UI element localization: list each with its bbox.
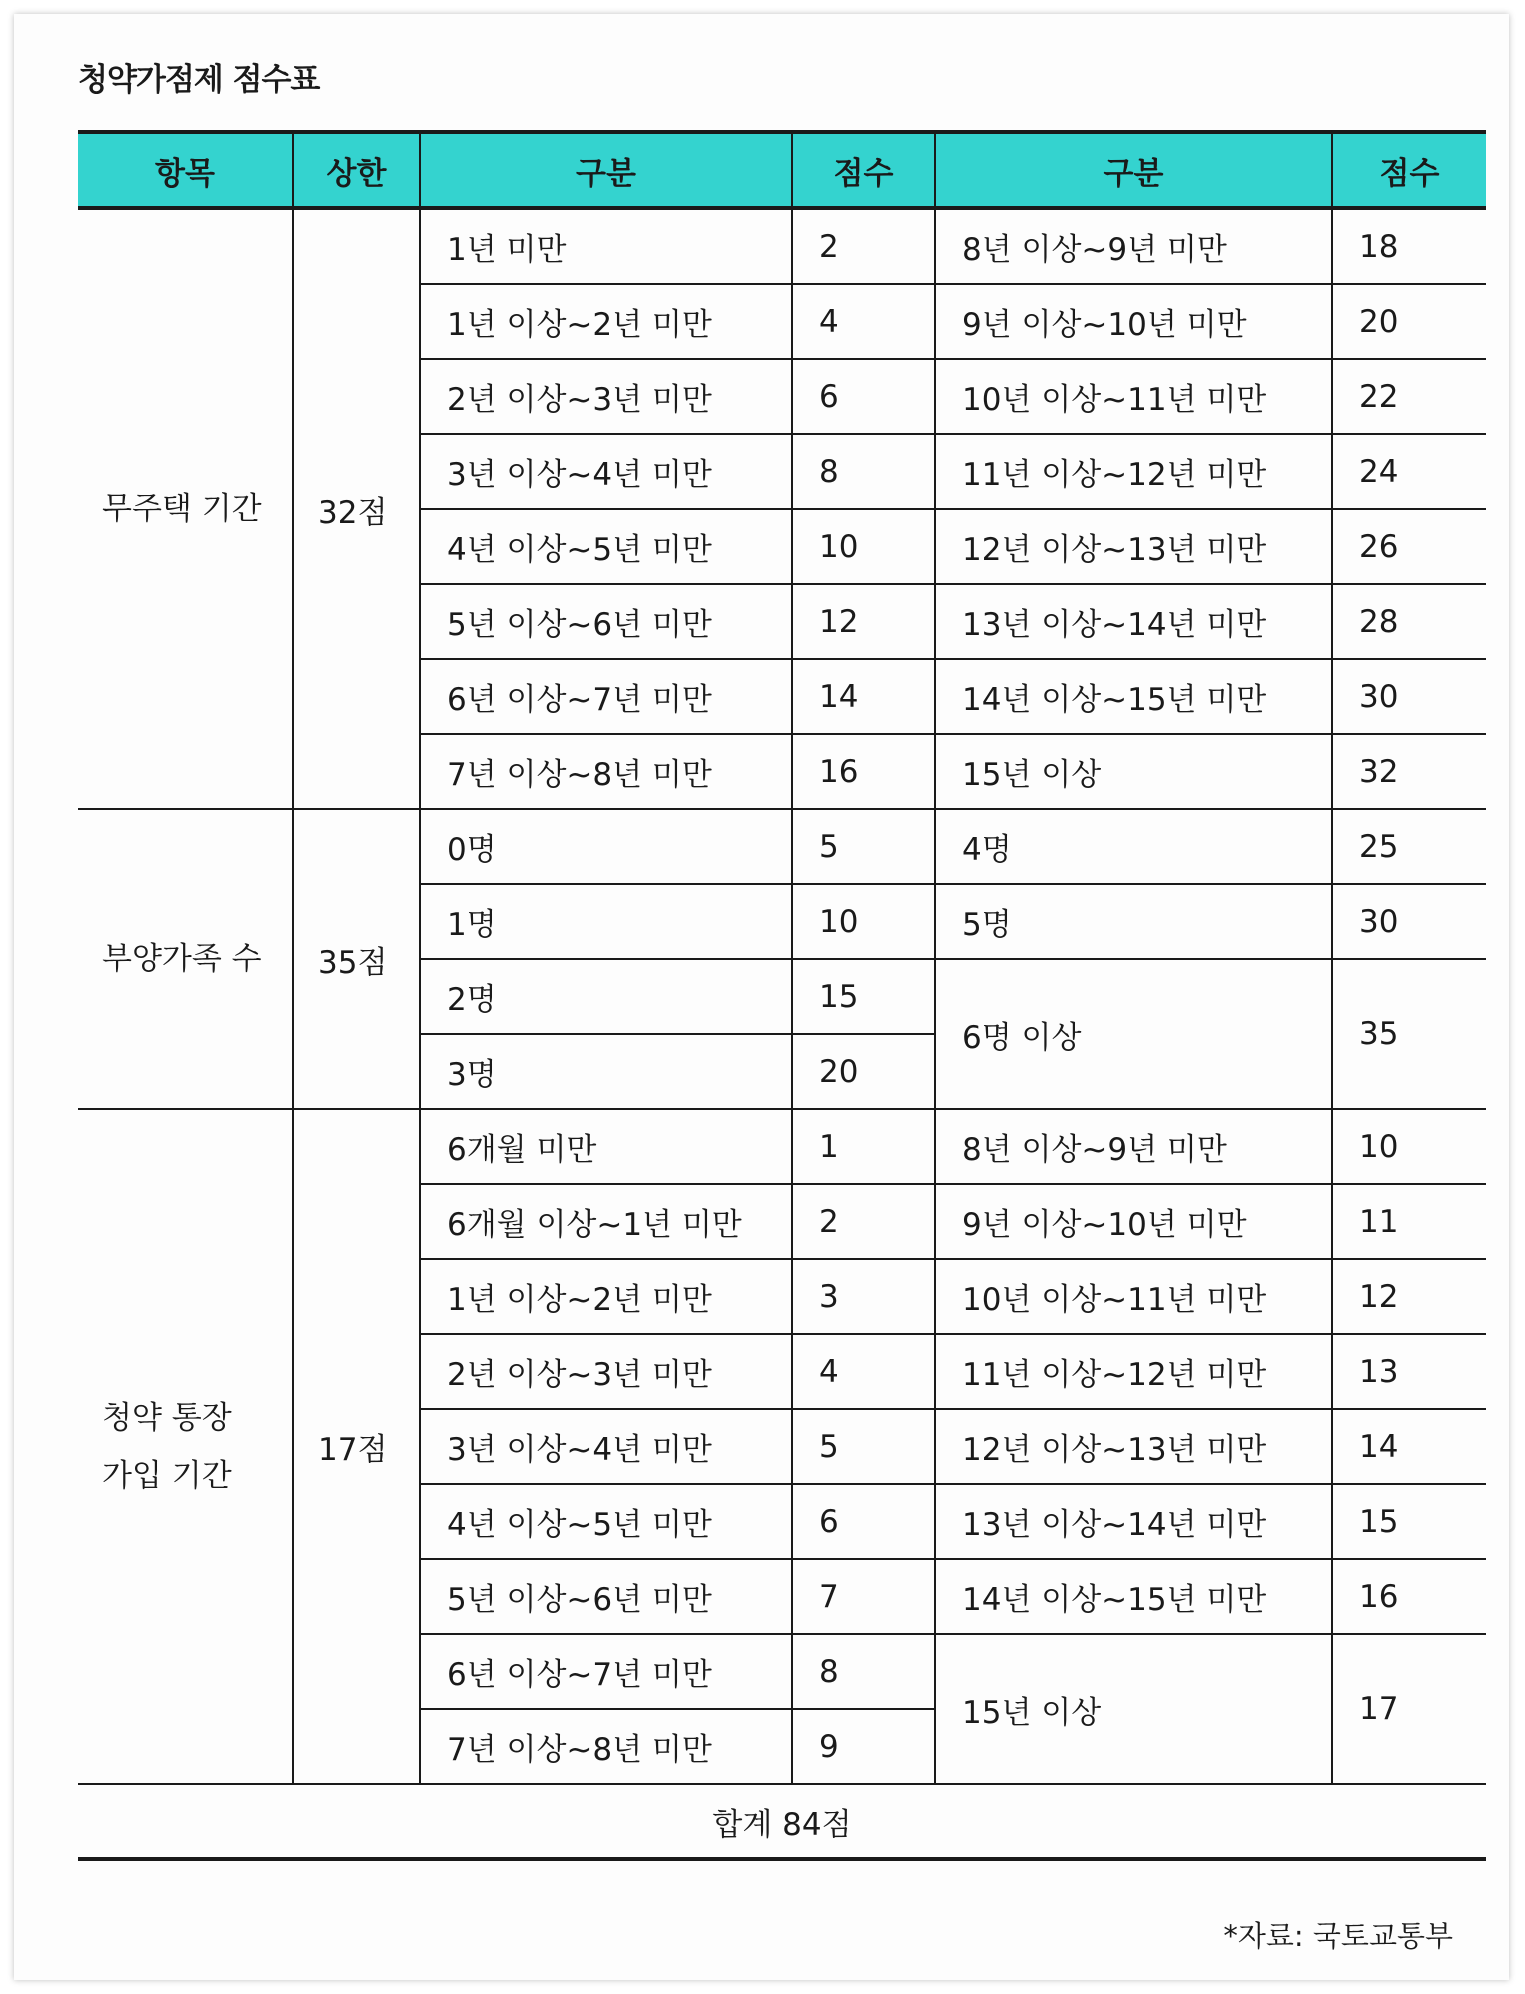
header-category-left: 구분 xyxy=(420,132,792,208)
item-label-line: 청약 통장 xyxy=(102,1399,232,1436)
score-table-body xyxy=(78,208,1486,1859)
category-cell: 3명 xyxy=(420,1034,792,1109)
score-cell: 7 xyxy=(792,1559,935,1634)
category-cell: 14년 이상~15년 미만 xyxy=(935,659,1332,734)
category-cell: 5년 이상~6년 미만 xyxy=(420,584,792,659)
limit-cell: 17점 xyxy=(293,1109,420,1784)
category-cell: 9년 이상~10년 미만 xyxy=(935,1184,1332,1259)
item-cell xyxy=(78,1109,293,1784)
category-cell: 15년 이상 xyxy=(935,734,1332,809)
score-table xyxy=(78,130,1486,1861)
category-cell: 8년 이상~9년 미만 xyxy=(935,208,1332,284)
score-cell: 4 xyxy=(792,1334,935,1409)
score-cell: 20 xyxy=(1332,284,1486,359)
document-page xyxy=(14,14,1509,1980)
score-cell: 14 xyxy=(1332,1409,1486,1484)
limit-cell: 35점 xyxy=(293,809,420,1109)
category-cell: 1년 이상~2년 미만 xyxy=(420,284,792,359)
score-cell: 28 xyxy=(1332,584,1486,659)
score-cell: 32 xyxy=(1332,734,1486,809)
category-cell: 8년 이상~9년 미만 xyxy=(935,1109,1332,1184)
table-row xyxy=(78,208,1486,284)
score-cell: 17 xyxy=(1332,1634,1486,1784)
category-cell: 6개월 미만 xyxy=(420,1109,792,1184)
category-cell: 3년 이상~4년 미만 xyxy=(420,434,792,509)
category-cell: 4명 xyxy=(935,809,1332,884)
category-cell: 13년 이상~14년 미만 xyxy=(935,1484,1332,1559)
total-cell: 합계 84점 xyxy=(78,1784,1486,1859)
score-cell: 5 xyxy=(792,809,935,884)
score-cell: 18 xyxy=(1332,208,1486,284)
score-cell: 22 xyxy=(1332,359,1486,434)
category-cell: 3년 이상~4년 미만 xyxy=(420,1409,792,1484)
category-cell: 15년 이상 xyxy=(935,1634,1332,1784)
score-cell: 10 xyxy=(1332,1109,1486,1184)
category-cell: 4년 이상~5년 미만 xyxy=(420,509,792,584)
document-title: 청약가점제 점수표 xyxy=(78,62,320,98)
score-cell: 26 xyxy=(1332,509,1486,584)
score-cell: 25 xyxy=(1332,809,1486,884)
score-cell: 2 xyxy=(792,208,935,284)
category-cell: 13년 이상~14년 미만 xyxy=(935,584,1332,659)
score-cell: 12 xyxy=(1332,1259,1486,1334)
category-cell: 6년 이상~7년 미만 xyxy=(420,659,792,734)
table-row xyxy=(78,1109,1486,1184)
category-cell: 6개월 이상~1년 미만 xyxy=(420,1184,792,1259)
item-cell xyxy=(78,208,293,809)
score-cell: 10 xyxy=(792,884,935,959)
category-cell: 1명 xyxy=(420,884,792,959)
score-cell: 35 xyxy=(1332,959,1486,1109)
header-score-left: 점수 xyxy=(792,132,935,208)
category-cell: 5년 이상~6년 미만 xyxy=(420,1559,792,1634)
score-cell: 20 xyxy=(792,1034,935,1109)
header-limit: 상한 xyxy=(293,132,420,208)
score-cell: 4 xyxy=(792,284,935,359)
category-cell: 2년 이상~3년 미만 xyxy=(420,359,792,434)
source-note: *자료: 국토교통부 xyxy=(1223,1919,1453,1953)
score-cell: 24 xyxy=(1332,434,1486,509)
score-cell: 30 xyxy=(1332,659,1486,734)
score-cell: 16 xyxy=(1332,1559,1486,1634)
category-cell: 12년 이상~13년 미만 xyxy=(935,1409,1332,1484)
category-cell: 2명 xyxy=(420,959,792,1034)
category-cell: 11년 이상~12년 미만 xyxy=(935,434,1332,509)
category-cell: 11년 이상~12년 미만 xyxy=(935,1334,1332,1409)
score-cell: 5 xyxy=(792,1409,935,1484)
score-cell: 13 xyxy=(1332,1334,1486,1409)
item-label-line: 부양가족 수 xyxy=(102,941,262,977)
item-label-line: 가입 기간 xyxy=(102,1457,232,1494)
category-cell: 1년 이상~2년 미만 xyxy=(420,1259,792,1334)
total-row xyxy=(78,1784,1486,1859)
category-cell: 0명 xyxy=(420,809,792,884)
score-cell: 10 xyxy=(792,509,935,584)
score-cell: 6 xyxy=(792,1484,935,1559)
score-cell: 9 xyxy=(792,1709,935,1784)
score-cell: 12 xyxy=(792,584,935,659)
score-cell: 15 xyxy=(1332,1484,1486,1559)
header-row xyxy=(78,132,1486,208)
score-cell: 2 xyxy=(792,1184,935,1259)
header-category-right: 구분 xyxy=(935,132,1332,208)
category-cell: 6명 이상 xyxy=(935,959,1332,1109)
score-cell: 14 xyxy=(792,659,935,734)
header-score-right: 점수 xyxy=(1332,132,1486,208)
category-cell: 10년 이상~11년 미만 xyxy=(935,1259,1332,1334)
category-cell: 12년 이상~13년 미만 xyxy=(935,509,1332,584)
category-cell: 14년 이상~15년 미만 xyxy=(935,1559,1332,1634)
score-cell: 15 xyxy=(792,959,935,1034)
item-label-line: 무주택 기간 xyxy=(102,491,262,527)
category-cell: 7년 이상~8년 미만 xyxy=(420,1709,792,1784)
score-cell: 16 xyxy=(792,734,935,809)
score-cell: 11 xyxy=(1332,1184,1486,1259)
category-cell: 4년 이상~5년 미만 xyxy=(420,1484,792,1559)
score-cell: 8 xyxy=(792,434,935,509)
category-cell: 1년 미만 xyxy=(420,208,792,284)
score-cell: 8 xyxy=(792,1634,935,1709)
score-cell: 30 xyxy=(1332,884,1486,959)
score-cell: 3 xyxy=(792,1259,935,1334)
item-cell xyxy=(78,809,293,1109)
table-row xyxy=(78,809,1486,884)
category-cell: 2년 이상~3년 미만 xyxy=(420,1334,792,1409)
category-cell: 6년 이상~7년 미만 xyxy=(420,1634,792,1709)
score-cell: 1 xyxy=(792,1109,935,1184)
header-item: 항목 xyxy=(78,132,293,208)
category-cell: 7년 이상~8년 미만 xyxy=(420,734,792,809)
limit-cell: 32점 xyxy=(293,208,420,809)
category-cell: 9년 이상~10년 미만 xyxy=(935,284,1332,359)
category-cell: 10년 이상~11년 미만 xyxy=(935,359,1332,434)
score-cell: 6 xyxy=(792,359,935,434)
category-cell: 5명 xyxy=(935,884,1332,959)
